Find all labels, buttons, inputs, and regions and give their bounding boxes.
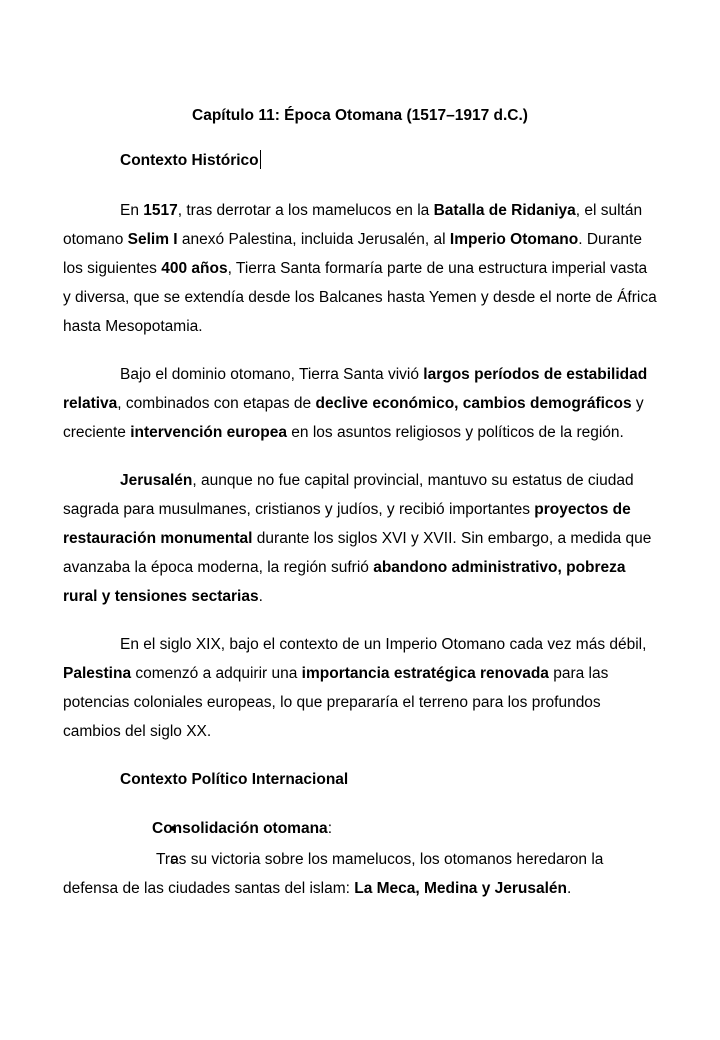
text-cursor (260, 150, 262, 169)
paragraph-siglo-xix[interactable]: En el siglo XIX, bajo el contexto de un Imperio Otomano cada vez más débil, Palestina comenzó a adquirir una importancia estratégica renovada para las potencias coloniales europeas, lo que prepararía el terreno para los profundos cambios del siglo XX. (63, 636, 647, 740)
list-item-text: Consolidación otomana: (152, 820, 332, 837)
list-item-consolidacion[interactable] (63, 814, 657, 843)
paragraph-jerusalen[interactable]: Jerusalén, aunque no fue capital provincial, mantuvo su estatus de ciudad sagrada para musulmanes, cristianos y judíos, y recibió importantes proyectos de restauración monumental durante los siglos XVI y XVII. Sin embargo, a medida que avanzaba la época moderna, la región sufrió abandono administrativo, pobreza rural y tensiones sectarias. (63, 472, 652, 605)
bullet-marker-box (117, 814, 152, 843)
list-item-ciudades-santas[interactable] (63, 845, 657, 903)
paragraph-dominio-otomano[interactable]: Bajo el dominio otomano, Tierra Santa vivió largos períodos de estabilidad relativa, combinados con etapas de declive económico, cambios demográficos y creciente intervención europea en los asuntos religiosos y políticos de la región. (63, 366, 648, 441)
chapter-title[interactable]: Capítulo 11: Época Otomana (1517–1917 d.C.) (192, 107, 528, 124)
section-heading-contexto-historico[interactable] (63, 146, 657, 175)
section-heading-text: Contexto Histórico (120, 152, 259, 169)
list-item-text: Tras su victoria sobre los mamelucos, los otomanos heredaron la defensa de las ciudades santas del islam: La Meca, Medina y Jerusalén. (63, 851, 604, 897)
bullet-marker-box (117, 845, 156, 874)
section-heading-contexto-politico[interactable]: Contexto Político Internacional (120, 771, 349, 788)
paragraph-1517[interactable]: En 1517, tras derrotar a los mamelucos en la Batalla de Ridaniya, el sultán otomano Selim I anexó Palestina, incluida Jerusalén, al Imperio Otomano. Durante los siguientes 400 años, Tierra Santa formaría parte de una estructura imperial vasta y diversa, que se extendía desde los Balcanes hasta Yemen y desde el norte de África hasta Mesopotamia. (63, 202, 657, 335)
